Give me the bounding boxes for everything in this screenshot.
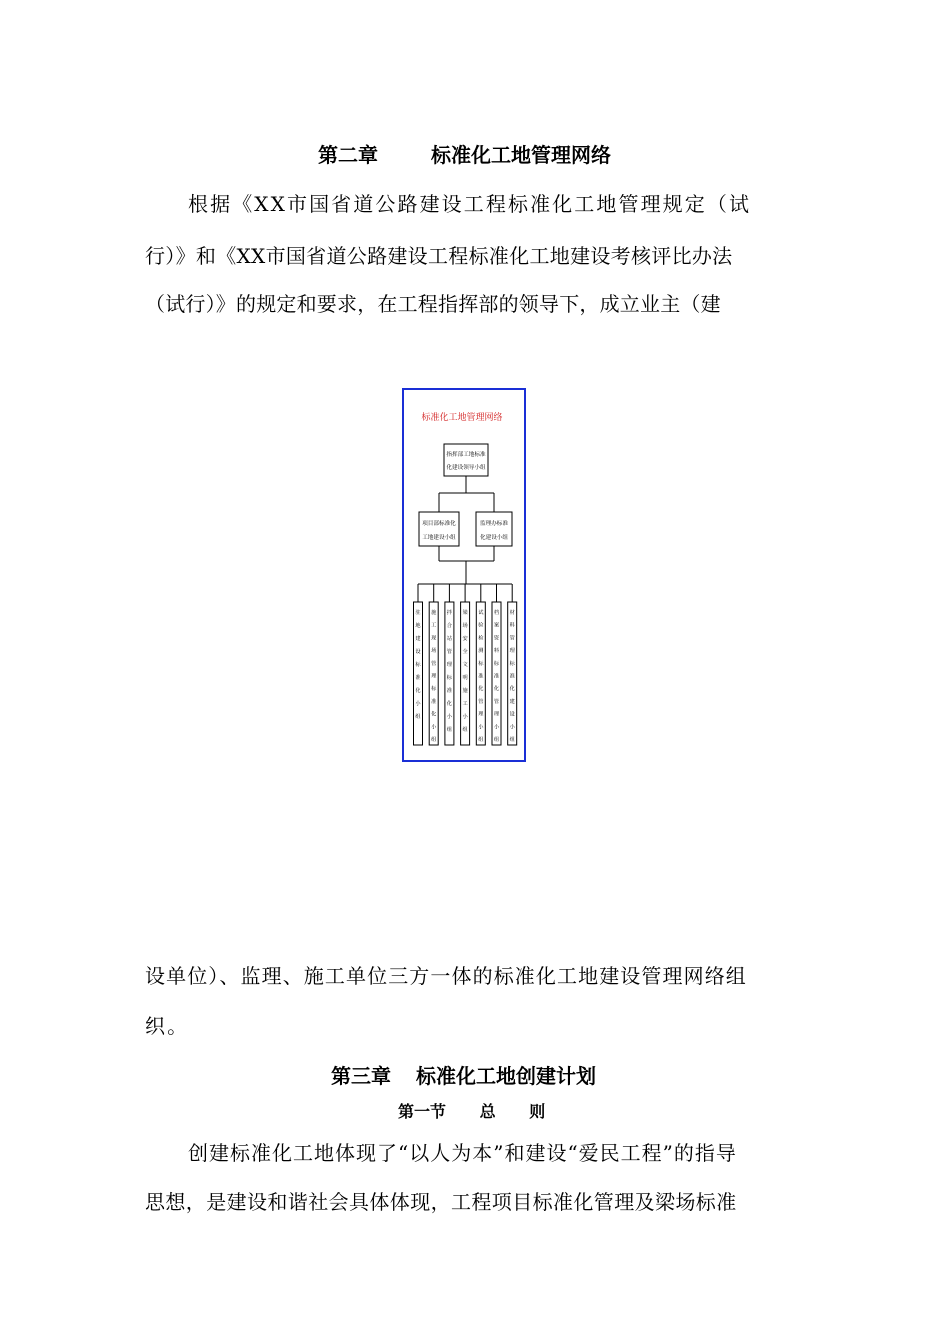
org-column-label: 梁场安全文明施工小组 [462, 610, 468, 733]
section1-label: 第一节 [398, 1102, 447, 1121]
org-column-label: 档案资料标准化管理小组 [493, 610, 500, 743]
org-chart [402, 388, 526, 762]
paragraph-line: 思想，是建设和谐社会具体体现，工程项目标准化管理及梁场标准 [145, 1190, 737, 1214]
chapter2-title: 标准化工地管理网络 [430, 143, 611, 167]
paragraph-line: 行）》和《XX市国省道公路建设工程标准化工地建设考核评比办法 [145, 244, 733, 268]
org-top-box-line1: 指挥部工地标准 [446, 452, 486, 458]
org-column-label: 拌合站管理标准化小组 [446, 610, 453, 733]
org-mid-right-line2: 化建设小组 [480, 535, 508, 541]
org-column-label: 驻地建设标准化小组 [415, 610, 421, 720]
paragraph-line: 创建标准化工地体现了“以人为本”和建设“爱民工程”的指导 [188, 1141, 737, 1165]
chapter2-heading [318, 139, 611, 168]
org-mid-right-line1: 监理办标准 [480, 521, 508, 527]
org-chart-title: 标准化工地管理网络 [421, 413, 503, 423]
org-columns [414, 584, 517, 745]
org-top-box-line2: 化建设领导小组 [446, 465, 486, 471]
paragraph-line: 根据《XX市国省道公路建设工程标准化工地管理规定（试 [188, 192, 752, 216]
org-column-label: 试验检测标准化管理小组 [478, 610, 484, 743]
paragraph-line: （试行）》的规定和要求，在工程指挥部的领导下，成立业主（建 [145, 292, 721, 316]
org-column-label: 材料管理标准化建设小组 [509, 610, 515, 743]
section1-title-a: 总 [479, 1102, 496, 1121]
section1-title-b: 则 [529, 1102, 546, 1121]
section1-heading [398, 1099, 545, 1122]
org-column-label: 施工现场管理标准化小组 [431, 610, 437, 743]
paragraph-line: 织。 [145, 1014, 190, 1038]
chapter3-label: 第三章 [331, 1064, 391, 1088]
chapter3-heading [331, 1060, 596, 1089]
org-mid-left-line2: 工地建设小组 [422, 535, 456, 541]
paragraph-line: 设单位）、监理、施工单位三方一体的标准化工地建设管理网络组 [145, 964, 747, 988]
chapter3-title: 标准化工地创建计划 [415, 1064, 596, 1088]
chapter2-label: 第二章 [318, 143, 378, 167]
org-top-box [444, 444, 488, 476]
org-mid-left-line1: 项目部标准化 [422, 521, 456, 527]
